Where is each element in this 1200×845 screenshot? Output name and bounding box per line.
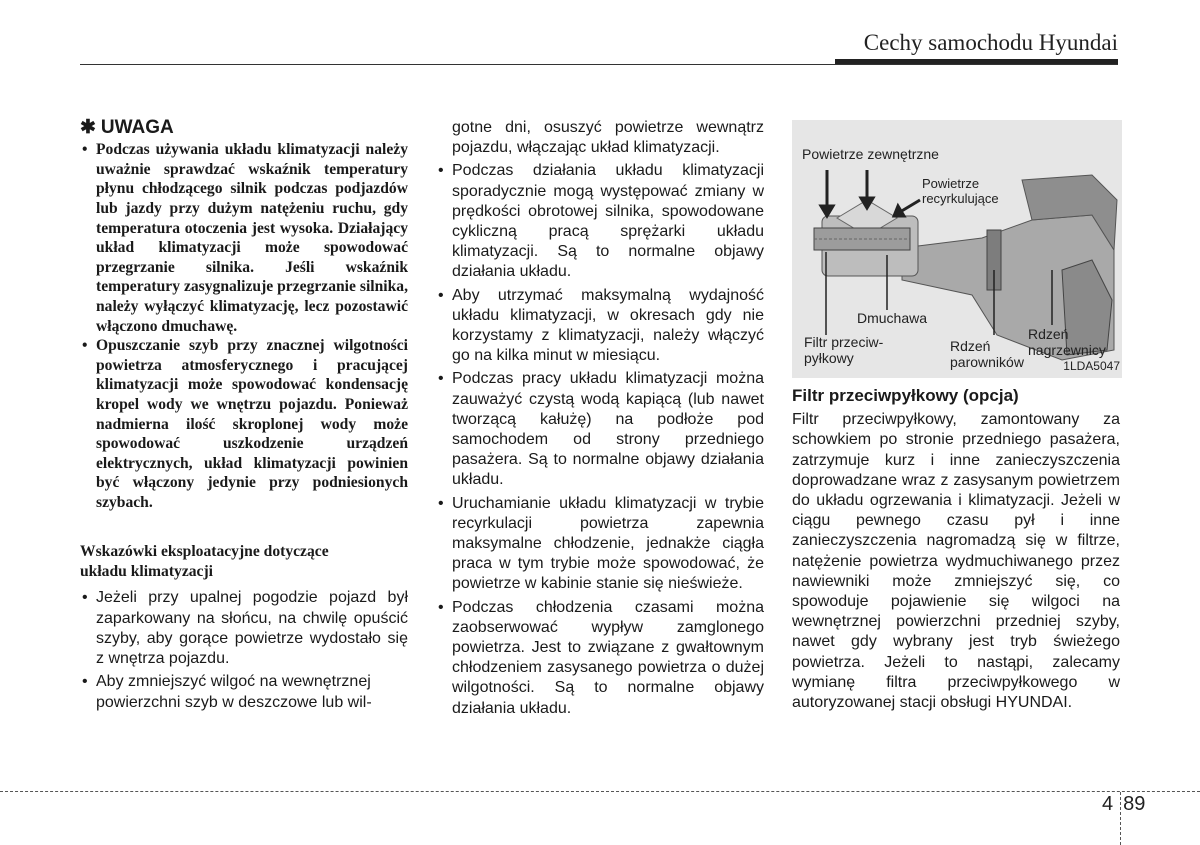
label-filter-line1: Filtr przeciw- <box>804 334 884 350</box>
label-recirculated-line2: recyrkulujące <box>922 191 999 206</box>
tips-item: • Podczas pracy układu klimatyzacji można zauważyć czystą wodą kapiącą (lub nawet tworzącą kałużę) na podłoże pod samochodem od strony przedniego pasażera. Są to normalne objawy działania układu. <box>436 369 764 490</box>
tips-item: • Podczas działania układu klimatyzacji sporadycznie mogą występować zmiany w prędkości obrotowej silnika, spowodowane cykliczną pracą sprężarki układu klimatyzacji. Są to normalne objawy działania układu. <box>436 161 764 282</box>
running-header: Cechy samochodu Hyundai <box>863 30 1118 55</box>
label-outside-air: Powietrze zewnętrzne <box>802 146 939 162</box>
figure-code: 1LDA5047 <box>1063 358 1120 373</box>
label-heater-line2: nagrzewnicy <box>1028 342 1106 358</box>
tips-item-continuation: gotne dni, osuszyć powietrze wewnątrz pojazdu, włączając układ klimatyzacji. <box>452 119 764 157</box>
tips-list <box>80 588 408 712</box>
tips-heading-line1: Wskazówki eksploatacyjne dotyczące <box>80 543 329 561</box>
label-blower: Dmuchawa <box>857 310 928 326</box>
label-filter <box>804 334 883 366</box>
section-body: Filtr przeciwpyłkowy, zamontowany za schowkiem po stronie przedniego pasażera, zatrzymuje kurz i inne zanieczyszczenia doprowadzane wraz z zasysanym powietrzem do układu ogrzewania i klimatyzacji. Jeżeli w ciągu pewnego czasu pył i inne zanieczyszczenia nagromadzą się w filtrze, natężenie powietrza wydmuchiwanego przez nawiewniki może zmniejszyć się, co spowoduje pojawienie się wilgoci na wewnętrznej powierzchni przedniej szyby, nawet gdy wybrany jest tryb świeżego powietrza. Jeżeli to nastąpi, zalecamy wymianę filtra przeciwpyłkowego w autoryzowanej stacji obsługi HYUNDAI. <box>792 411 1120 712</box>
tips-item: • Jeżeli przy upalnej pogodzie pojazd był zaparkowany na słońcu, na chwilę opuścić szyby, aby gorące powietrze wydostało się z wnętrza pojazdu. <box>80 588 408 669</box>
tips-list-continued <box>436 161 764 718</box>
page-number-value: 89 <box>1123 793 1146 815</box>
page-number <box>1102 793 1145 816</box>
label-recirculated-air <box>922 176 999 206</box>
label-evaporator-line1: Rdzeń <box>950 338 991 354</box>
warning-label: UWAGA <box>100 117 174 138</box>
warning-item: • Opuszczanie szyb przy znacznej wilgotności powietrza atmosferycznego i pracującej klimatyzacji może spowodować kondensację kropel wody we wnętrzu pojazdu. Ponieważ nadmierna ilość skroplonej wody może spowodować uszkodzenie urządzeń elektrycznych, układ klimatyzacji powinien być włączony jedynie przy podniesionych szybach. <box>80 336 408 512</box>
warning-item: • Podczas używania układu klimatyzacji należy uważnie sprawdzać wskaźnik temperatury płynu chłodzącego silnik podczas podjazdów lub jazdy przy dużym natężeniu ruchu, gdy temperatura otoczenia jest wysoka. Działający układ klimatyzacji może spowodować przegrzanie silnika. Jeśli wskaźnik temperatury zasygnalizuje przegrzanie silnika, należy wyłączyć klimatyzację, lecz pozostawić włączono dmuchawę. <box>80 140 408 336</box>
label-evaporator <box>950 338 1024 370</box>
warning-list <box>80 140 408 512</box>
tips-item: • Aby zmniejszyć wilgoć na wewnętrznej powierzchni szyb w deszczowe lub wil- <box>80 672 408 712</box>
label-heater <box>1028 326 1106 358</box>
label-evaporator-line2: parowników <box>950 354 1024 370</box>
tips-item: • Podczas chłodzenia czasami można zaobserwować wypływ zamglonego powietrza. Jest to związane z gwałtownym chłodzeniem zasysanego powietrza o dużej wilgotności. Są to normalne objawy działania układu. <box>436 598 764 719</box>
label-filter-line2: pyłkowy <box>804 350 854 366</box>
tips-item: • Aby utrzymać maksymalną wydajność układu klimatyzacji, w okresach gdy nie korzystamy z klimatyzacji, należy włączyć go na kilka minut w miesiącu. <box>436 286 764 367</box>
tips-item: • Uruchamianie układu klimatyzacji w trybie recyrkulacji powietrza zapewnia maksymalne chłodzenie, jednakże ciągła praca w tym trybie może spowodować, że powietrze w kabinie stanie się nieświeże. <box>436 494 764 595</box>
asterisk-icon: ✱ <box>80 117 96 138</box>
header-rule <box>80 64 1118 65</box>
column-right <box>792 118 1120 713</box>
label-recirculated-line1: Powietrze <box>922 176 980 191</box>
column-middle <box>436 118 764 722</box>
footer-rule <box>0 791 1200 792</box>
section-title: Filtr przeciwpyłkowy (opcja) <box>792 386 1019 405</box>
column-left <box>80 118 408 716</box>
tips-heading-line2: układu klimatyzacji <box>80 563 213 581</box>
section-number: 4 <box>1102 793 1114 815</box>
label-heater-line1: Rdzeń <box>1028 326 1069 342</box>
tips-heading <box>80 542 408 582</box>
hvac-diagram <box>792 120 1122 378</box>
warning-title <box>80 118 408 138</box>
